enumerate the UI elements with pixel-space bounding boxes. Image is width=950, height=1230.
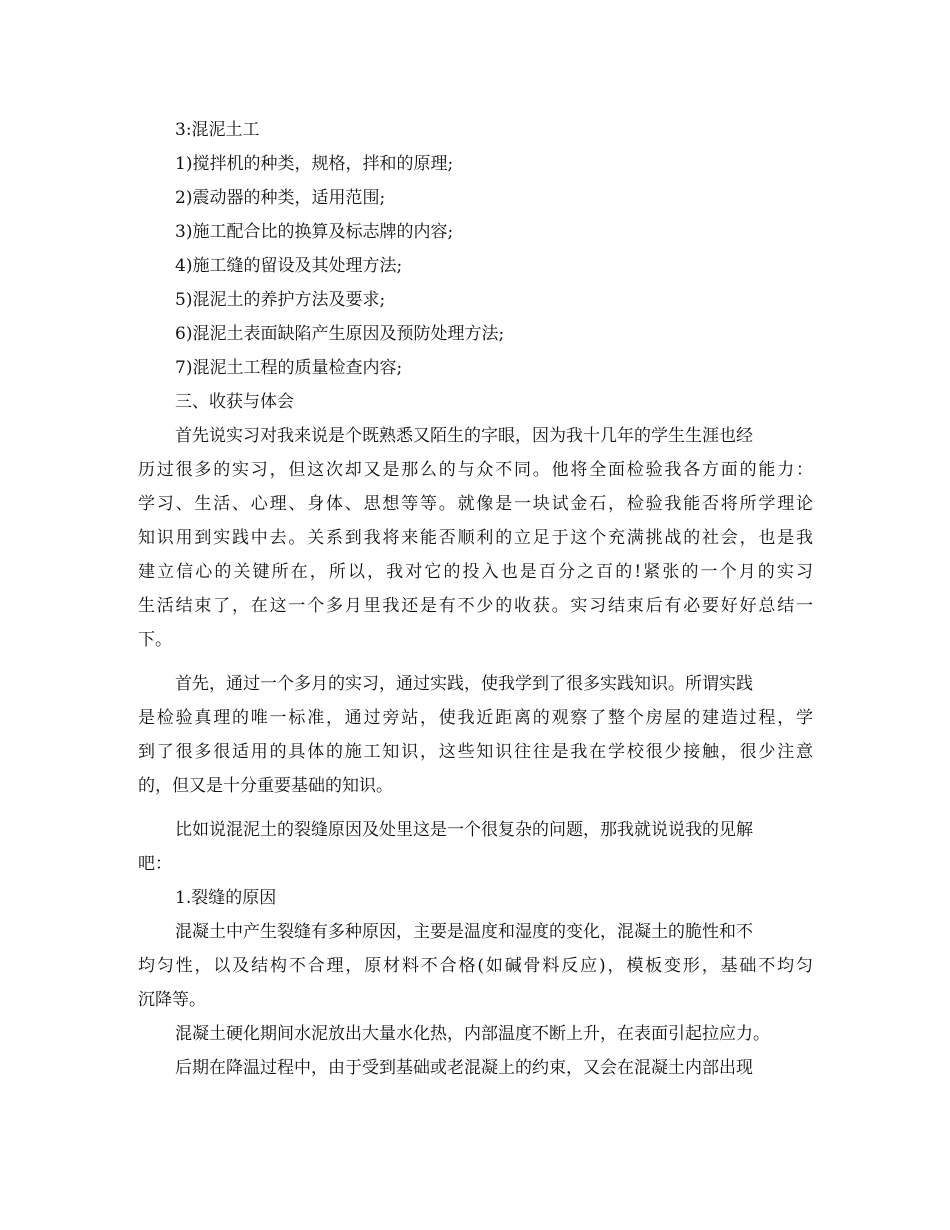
- paragraph-line: 后期在降温过程中，由于受到基础或老混凝上的约束，又会在混凝土内部出现: [175, 1058, 753, 1078]
- paragraph-line: 到了很多很适用的具体的施工知识，这些知识往往是我在学校很少接触，很少注意: [138, 742, 813, 762]
- paragraph-line: 下。: [138, 630, 172, 650]
- list-item: 1)搅拌机的种类，规格，拌和的原理;: [175, 154, 454, 174]
- paragraph-line: 是检验真理的唯一标准，通过旁站，使我近距离的观察了整个房屋的建造过程，学: [138, 708, 813, 728]
- list-item: 5)混泥土的养护方法及要求;: [175, 290, 386, 310]
- list-item: 7)混泥土工程的质量检查内容;: [175, 358, 403, 378]
- paragraph-line: 学习、生活、心理、身体、思想等等。就像是一块试金石，检验我能否将所学理论: [138, 494, 813, 514]
- paragraph-line: 生活结束了，在这一个多月里我还是有不少的收获。实习结束后有必要好好总结一: [138, 596, 813, 616]
- paragraph-line: 均匀性，以及结构不合理，原材料不合格(如碱骨料反应)，模板变形，基础不均匀: [138, 956, 813, 976]
- paragraph-line: 比如说混泥土的裂缝原因及处里这是一个很复杂的问题，那我就说说我的见解: [175, 820, 753, 840]
- paragraph-line: 混凝土中产生裂缝有多种原因，主要是温度和湿度的变化，混凝土的脆性和不: [175, 922, 753, 942]
- paragraph-line: 历过很多的实习，但这次却又是那么的与众不同。他将全面检验我各方面的能力：: [138, 460, 813, 480]
- section-heading: 3:混泥土工: [175, 120, 260, 140]
- paragraph-line: 沉降等。: [138, 990, 206, 1010]
- paragraph-line: 混凝土硬化期间水泥放出大量水化热，内部温度不断上升，在表面引起拉应力。: [175, 1024, 770, 1044]
- chapter-heading: 三、收获与体会: [175, 392, 294, 412]
- paragraph-line: 建立信心的关键所在，所以，我对它的投入也是百分之百的!紧张的一个月的实习: [138, 562, 813, 582]
- paragraph-line: 的，但又是十分重要基础的知识。: [138, 776, 393, 796]
- list-item: 4)施工缝的留设及其处理方法;: [175, 256, 403, 276]
- subsection-heading: 1.裂缝的原因: [175, 888, 277, 908]
- paragraph-line: 吧：: [138, 854, 172, 874]
- list-item: 2)震动器的种类，适用范围;: [175, 188, 386, 208]
- paragraph-line: 首先说实习对我来说是个既熟悉又陌生的字眼，因为我十几年的学生生涯也经: [175, 426, 753, 446]
- list-item: 6)混泥土表面缺陷产生原因及预防处理方法;: [175, 324, 505, 344]
- paragraph-line: 首先，通过一个多月的实习，通过实践，使我学到了很多实践知识。所谓实践: [175, 674, 753, 694]
- list-item: 3)施工配合比的换算及标志牌的内容;: [175, 222, 454, 242]
- paragraph-line: 知识用到实践中去。关系到我将来能否顺利的立足于这个充满挑战的社会，也是我: [138, 528, 813, 548]
